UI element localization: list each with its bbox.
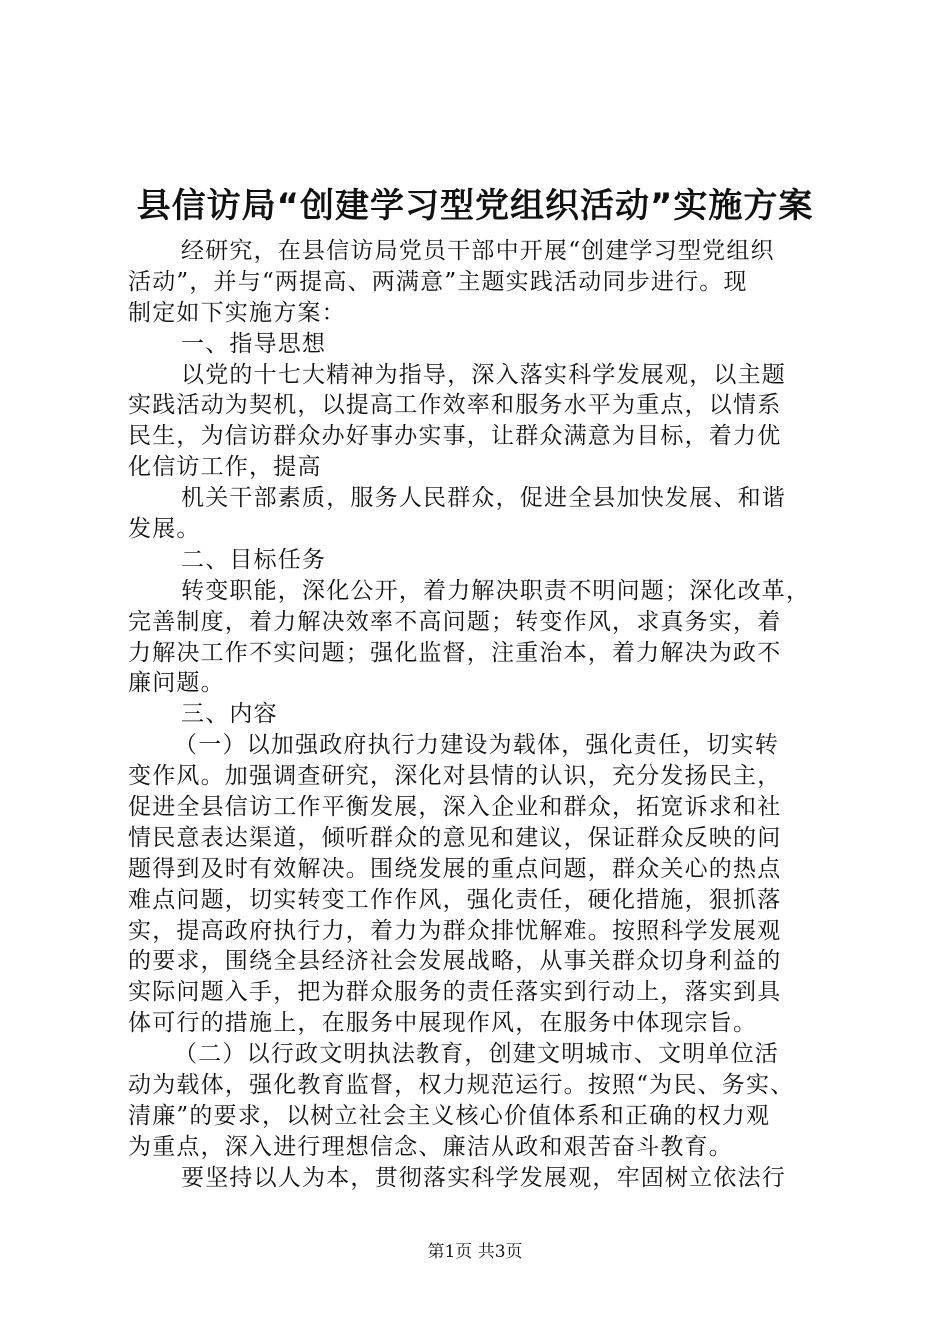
paragraph-line: （一）以加强政府执行力建设为载体，强化责任，切实转 [174, 732, 779, 759]
paragraph-line: 以党的十七大精神为指导，深入落实科学发展观，以主题 [181, 361, 786, 388]
paragraph-line: 活动”，并与“两提高、两满意”主题实践活动同步进行。现 [128, 268, 748, 295]
paragraph-line: 机关干部素质，服务人民群众，促进全县加快发展、和谐 [181, 485, 786, 512]
section-heading: 二、目标任务 [181, 546, 327, 573]
paragraph-line: 发展。 [128, 516, 201, 543]
paragraph-line: 廉问题。 [128, 670, 225, 697]
document-body [128, 236, 828, 1194]
paragraph-line: 实际问题入手，把为群众服务的责任落实到行动上，落实到具 [128, 979, 782, 1006]
paragraph-line: 实践活动为契机，以提高工作效率和服务水平为重点，以情系 [128, 392, 782, 419]
section-heading: 一、指导思想 [181, 330, 327, 357]
paragraph-line: 经研究，在县信访局党员干部中开展“创建学习型党组织 [181, 238, 775, 264]
paragraph-line: 情民意表达渠道，倾听群众的意见和建议，保证群众反映的问 [128, 824, 782, 851]
paragraph-line: 转变职能，深化公开，着力解决职责不明问题；深化改革， [181, 577, 811, 604]
paragraph-line: 变作风。加强调查研究，深化对县情的认识，充分发扬民主， [128, 763, 782, 790]
paragraph-line: 清廉”的要求，以树立社会主义核心价值体系和正确的权力观 [128, 1102, 771, 1129]
paragraph-line: 为重点，深入进行理想信念、廉洁从政和艰苦奋斗教育。 [128, 1133, 733, 1160]
paragraph-line: 促进全县信访工作平衡发展，深入企业和群众，拓宽诉求和社 [128, 794, 782, 821]
document-title: 县信访局“创建学习型党组织活动”实施方案 [136, 186, 814, 226]
paragraph-line: 实，提高政府执行力，着力为群众排忧解难。按照科学发展观 [128, 917, 782, 944]
paragraph-line: 动为载体，强化教育监督，权力规范运行。按照“为民、务实、 [128, 1072, 795, 1099]
paragraph-line: 化信访工作，提高 [128, 454, 322, 481]
paragraph-line: 民生，为信访群众办好事办实事，让群众满意为目标，着力优 [128, 423, 782, 450]
paragraph-line: 力解决工作不实问题；强化监督，注重治本，着力解决为政不 [128, 639, 782, 666]
paragraph-line: 体可行的措施上，在服务中展现作风，在服务中体现宗旨。 [128, 1010, 758, 1037]
paragraph-line: （二）以行政文明执法教育，创建文明城市、文明单位活 [174, 1041, 779, 1068]
paragraph-line: 完善制度，着力解决效率不高问题；转变作风，求真务实，着 [128, 608, 782, 635]
paragraph-line: 制定如下实施方案： [128, 299, 346, 326]
page-number-footer: 第1页 共3页 [427, 1242, 523, 1262]
paragraph-line: 难点问题，切实转变工作作风，强化责任，硬化措施，狠抓落 [128, 886, 782, 913]
section-heading: 三、内容 [181, 701, 278, 728]
paragraph-line: 的要求，围绕全县经济社会发展战略，从事关群众切身利益的 [128, 948, 782, 975]
paragraph-line: 题得到及时有效解决。围绕发展的重点问题，群众关心的热点 [128, 855, 782, 882]
paragraph-line: 要坚持以人为本，贯彻落实科学发展观，牢固树立依法行 [181, 1164, 786, 1191]
